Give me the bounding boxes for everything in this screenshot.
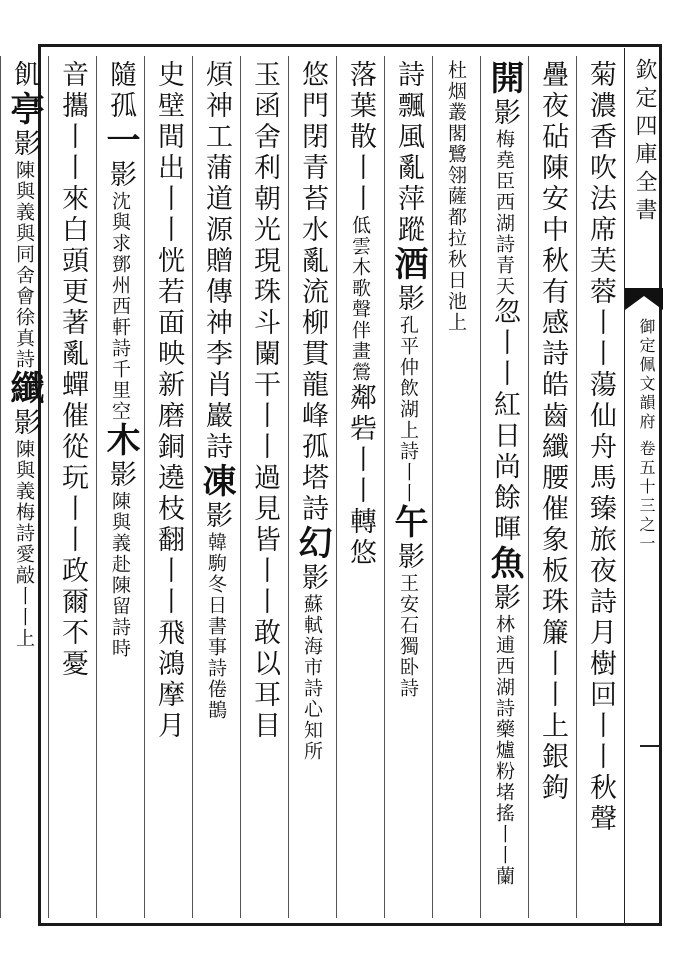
body-text: 影 — [105, 460, 136, 491]
body-text: 影 — [393, 542, 424, 573]
body-text: 疊夜砧陳安中秋有感詩皓齒纖腰催象板珠簾丨丨上銀鉤 — [537, 60, 568, 804]
body-text: 影 — [201, 501, 232, 532]
headword: 幻 — [292, 525, 332, 563]
text-column — [48, 56, 96, 918]
body-text: 悠門閉青苔水亂流柳貫龍峰孤塔詩 — [297, 60, 328, 525]
body-text: 攜丨丨來白頭更著亂蟬催 — [57, 91, 88, 432]
headword: 酒 — [388, 246, 428, 284]
annotation: 蘇軾海市詩心知所 — [301, 594, 323, 762]
body-text: 詩飄風亂萍蹤 — [393, 60, 424, 246]
body-text: 從玩丨丨政爾不憂 — [57, 432, 88, 680]
volume-label: 御定佩文韻府 卷五十三之一 — [637, 318, 656, 555]
annotation: 林逋西湖詩藥爐粉堵搖丨丨蘭 — [493, 614, 515, 887]
body-text: 影 — [297, 563, 328, 594]
annotation: 韓駒冬日書事詩倦鵲 — [205, 532, 227, 721]
annotation: 孔平仲飲湖上詩丨丨 — [397, 315, 419, 504]
headword: 午 — [388, 504, 428, 542]
fish-tail-ornament — [625, 288, 663, 310]
body-text: 見皆丨丨敢以耳目 — [249, 494, 280, 742]
headword: 木 — [100, 422, 140, 460]
text-column — [576, 56, 624, 918]
text-column — [384, 56, 432, 918]
text-column — [240, 56, 288, 918]
body-text: 史壁間出丨丨恍若面映新磨銅 — [153, 60, 184, 463]
body-text: 影 — [489, 583, 520, 614]
text-column — [192, 56, 240, 918]
body-text: 影 — [105, 160, 136, 191]
headword: 魚 — [484, 545, 524, 583]
annotation: 杜烟叢閣鷺翎薩都拉秋日池上 — [445, 60, 467, 333]
body-text: 玉函舍利朝光現珠斗闌干丨丨過 — [249, 60, 280, 494]
text-column — [336, 56, 384, 918]
annotation: 梅堯臣西湖詩青天 — [493, 129, 515, 297]
headword: 開 — [484, 60, 524, 98]
text-column — [480, 56, 528, 918]
text-column — [528, 56, 576, 918]
text-columns — [4, 56, 624, 918]
body-text: 影 — [9, 129, 40, 160]
text-column — [432, 56, 480, 918]
text-column — [288, 56, 336, 918]
body-text: 影 — [489, 98, 520, 129]
body-text: 隨孤 — [105, 60, 136, 122]
headword: 一 — [100, 122, 140, 160]
text-column — [144, 56, 192, 918]
side-tab-rule — [640, 745, 662, 747]
body-text: 遶枝翻丨丨飛鴻摩月 — [153, 463, 184, 742]
book-title: 欽定四庫全書 — [632, 58, 657, 226]
body-text: 音 — [57, 60, 88, 91]
body-text: 煩神工蒲道源贈傳神李肖巖詩 — [201, 60, 232, 463]
text-column — [96, 56, 144, 918]
body-text: 落葉散丨丨 — [345, 60, 376, 215]
annotation: 陳與義梅詩愛敲丨丨上 — [13, 439, 35, 649]
body-text: 飢 — [9, 60, 40, 91]
body-text: 影 — [9, 408, 40, 439]
body-text: 影 — [393, 284, 424, 315]
annotation: 王安石獨卧詩 — [397, 573, 419, 699]
body-text: 鄰砦丨丨轉悠 — [345, 383, 376, 569]
annotation: 低雲木歌聲伴畫鶯 — [349, 215, 371, 383]
text-column — [0, 56, 48, 918]
annotation: 陳與義赴陳留詩時 — [109, 491, 131, 659]
headword: 亭 — [4, 91, 44, 129]
body-text: 忽丨丨紅日尚餘暉 — [489, 297, 520, 545]
headword: 纖 — [4, 370, 44, 408]
annotation: 沈與求鄧州西軒詩千里空 — [109, 191, 131, 422]
headword: 凍 — [196, 463, 236, 501]
body-text: 菊濃香吹法席芙蓉丨丨蕩仙舟馬臻旅夜詩月樹回丨丨秋聲 — [585, 60, 616, 835]
annotation: 陳與義與同舍會徐真詩 — [13, 160, 35, 370]
